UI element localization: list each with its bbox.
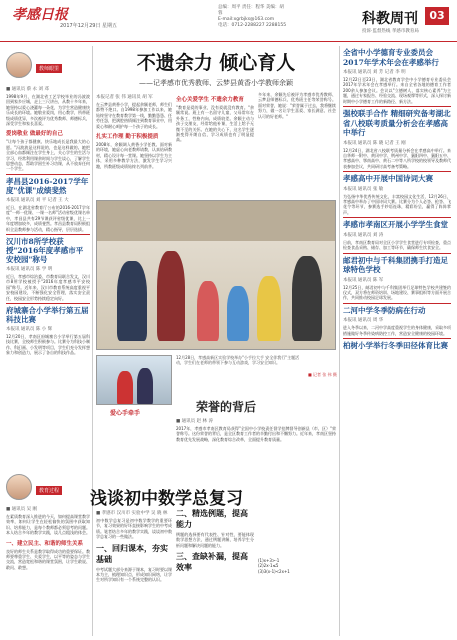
left-column [6, 48, 90, 356]
math-subhead: 一、回归课本，夯实基础 [96, 542, 168, 564]
story-byline: 本报讯 通讯员 陈 学 明 [6, 266, 53, 272]
photo-figure [137, 368, 153, 405]
photo-caption-long: 12月28日，孝感高新区实验学校举办"小手拉大手 安全伴我行"主题活动，学生们在老师的带领下参与互动游戏，学习安全知识。 [176, 355, 300, 365]
main-byline: 本报记者 张 伟 通讯员 胡 军 [96, 95, 153, 100]
main-headline-block [96, 48, 336, 88]
math-body-2: 中考试题大部分来源于课本，复习时要以课本为主，梳理知识点，形成知识网络，让学生对所学知识有一个系统完整的认识。 [96, 566, 172, 583]
main-subhead-1: 扎实工作理 勤于积极提质 [96, 134, 159, 141]
column-divider [92, 46, 93, 636]
honor-body: 2017年，孝感市孝南区教育局获得"全国中小学校责任督学挂牌督导创新县（市、区）"荣誉称号。这份荣誉的背后，是全区教育工作者的辛勤付出和不懈努力。近年来，孝南区坚持教育优先发展战略，深化教育综合改革，全面提升教育质量。 [176, 426, 336, 442]
math-col-3 [258, 508, 336, 574]
left-lower-column [6, 470, 90, 570]
math-col-1 [96, 508, 172, 583]
math-formula: (3)3(x-1)<2x+1 [258, 568, 290, 574]
photo-figure [257, 276, 281, 341]
column-tag: 教育过程 [36, 486, 62, 495]
photo-figure [117, 261, 147, 341]
divider [343, 338, 451, 339]
right-column [343, 48, 451, 351]
divider [343, 171, 451, 172]
contact-info: 总编：周平 责任：程华 美编：胡 蓉 E-mail:xgrbjks@163.com 电话：0712-2288227 2288155 [218, 5, 287, 28]
story-headline: 孝感市孝南区开展小学学生食堂 [343, 220, 448, 230]
divider [343, 217, 451, 218]
story-headline: 孝昌县2016-2017学年度"优课"成绩斐然 [6, 176, 89, 195]
story-byline: 本报讯 通讯员 刘 芳 记者 李 明 [343, 70, 406, 75]
photo-credit: ■ 记者 张 伟 摄 [308, 372, 337, 377]
story-headline: 邮君初中与千科集团携手打造足球特色学校 [343, 255, 448, 275]
lead-subhead: 爱岗敬业 做最好的自己 [6, 131, 63, 138]
honor-headline: 荣誉的背后 [195, 400, 256, 414]
page-number: 03 [425, 7, 449, 25]
story-body: 12月25日，邮君初中与千科集团举行足球特色学校共建签约仪式，双方将在师资培训、场地建设、赛事组织等方面开展合作，共同推动校园足球发展。 [343, 284, 451, 301]
teacher-avatar [6, 52, 32, 78]
inset-photo [96, 355, 172, 405]
divider [343, 253, 451, 254]
main-body-4: 多年来，余颖先后被评为孝感市优秀教师、云梦县师德标兵、优秀班主任等荣誉称号。面对荣誉，她说："荣誉属于过去，我将继续努力，做一名让学生喜爱、家长满意、社会认可的好老师。" [258, 92, 336, 119]
story-headline: 强校联手合作 精细研究备考湖北省八校联考质量分析会在孝感高中举行 [343, 109, 451, 138]
story-body: 进入冬季以来，二河中学高度重视学生的身体健康，采取多项措施做好冬季传染病防控工作，营造安全健康的校园环境。 [343, 325, 451, 336]
story-body: 12月20日，孝南区府城寨合小学举行第五届科技比赛，全校师生积极参与。比赛分为科技小制作、科幻画、小发明等项目，学生们充分发挥想象力和创造力，展示了各自的科技作品。 [6, 333, 90, 356]
main-col-1 [96, 92, 172, 169]
main-col-2 [176, 92, 254, 143]
story-subhead: 一、建立民主、和谐的师生关系 [6, 540, 84, 547]
divider [343, 106, 451, 107]
divider [343, 303, 451, 304]
divider [6, 174, 90, 175]
math-formula: (2)2x-1≤5 [258, 563, 279, 569]
section-subtitle: 投诉·监督热线 孝感市教育局 [362, 29, 419, 34]
story-byline: 本报讯 通讯员 张 敏 [343, 186, 384, 192]
story-body: 为弘扬中华优秀传统文化，丰富校园文化生活，12月26日，孝感高中举办了中国诗词大赛。比赛分为个人必答、抢答、飞花令等环节，参赛选手妙语连珠，精彩纷呈，赢得了阵阵掌声。 [343, 193, 451, 215]
story-headline: 二河中学冬季防病在行动 [343, 305, 426, 315]
story-body: 12月24日，湖北省八校联考质量分析会在孝感高中举行。来自华师一附中、黄冈中学、荆州中学、襄阳四中、襄阳五中、孝感高中、鄂南高中、黄石二中等八所学校的校领导及教师代表参加会议，共同研讨高考备考策略。 [343, 147, 451, 169]
main-body-2: 2008年，余颖调入黄香小学任教。面对新的环境，她虚心向老教师请教，认真钻研教材，精心设计每一堂课。她坚持以学生为主体，采用多种教学方法，激发学生学习兴趣，所教班级成绩始终名列前茅。 [96, 142, 172, 169]
photo-figure [227, 286, 249, 341]
honor-byline: ■ 通讯员 赵 林 涛 [176, 419, 213, 424]
story-body: 12月22日至23日，湖北省教育学会中小学德育专业委员会2017年学术年会在孝感举行。来自全省各地的德育工作者200余人参加会议。会议以"立德树人，落实核心素养"为主题，通过专家报告、经验交流、现场观摩等形式，深入探讨新时期中小学德育工作的新路径、新方法。 [343, 77, 451, 104]
story-body: 在素质教育深入推进的今天，如何提高课堂教学效率，如何让学生在轻松愉快的氛围中获取知识、培养能力，是每个教师都必须思考的问题。本人结合多年的教学实践，谈几点粗浅的体会。 [6, 514, 90, 536]
main-headline: 不遗余力 倾心育人 [136, 52, 296, 74]
story-byline: 本报讯 通讯员 刘 平 记者 王 大 [6, 197, 69, 203]
math-col-2 [176, 508, 254, 575]
story-headline: 汉川市8所学校获授"2016年度孝感市平安校园"称号 [6, 236, 84, 264]
story-byline: 本报讯 通讯员 陈 晓 记者 王 刚 [343, 140, 406, 146]
story-byline: 本报讯 通讯员 刘 涛 [343, 232, 384, 238]
lead-kicker: ■ 通讯员 蔡 永 刘 邓 [6, 87, 49, 92]
column-divider [339, 46, 340, 636]
lead-body: 1998年9月，在湖北省工艺学校毕业的冯波波回到家乡应城，走上三尺讲台，从教十多年来，她坚持以爱心浇灌每一朵花，为学生营造健康快乐成长的环境。她敬业爱岗，用心教学，所带班级成绩优异，多次被评为优秀教师、师德标兵，深受学生和家长喜爱。 [6, 94, 90, 127]
main-col-3 [258, 92, 336, 119]
story-byline: 本报讯 通讯员 陈 小 辉 [6, 326, 53, 332]
photo-figure [292, 256, 322, 341]
issue-date: 2017年12月29日 星期五 [60, 23, 118, 29]
section-title: 科教周刊 [362, 11, 418, 27]
math-formula: (1)x+3>-1 [258, 558, 280, 563]
story-headline: 孝感高中开展中国诗词大赛 [343, 174, 433, 184]
main-photo [96, 200, 336, 350]
main-body-1: 在云梦县黄香小学，提起余颖老师，师生们都赞不绝口。自1998年参加工作以来，她始终坚守在教育教学第一线，勤勤恳恳、任劳任怨，把满腔热情倾注到教育事业中，用爱心和耐心呵护每一个孩子的成长。 [96, 102, 172, 129]
newspaper-brand: 孝感日报 [12, 7, 68, 23]
math-byline: ■ 孝感市 汉川市 实验中学 吴 晓 林 [96, 511, 168, 516]
column-tag: 教师眼里 [36, 64, 62, 73]
story-body: 近日，孝感市综治委、市教育局联合发文，汉川市8所学校被授予"2016年度孝感市平安校园"称号。近年来，汉川市教育系统高度重视平安校园建设，不断强化安全管理，落实安全责任，校园安全形势持续稳定向好。 [6, 273, 90, 301]
divider [6, 303, 90, 304]
story-headline: 全省中小学德育专业委员会2017年学术年会在孝感举行 [343, 48, 439, 67]
photo-caption: 爱心手牵手 [110, 410, 141, 417]
math-headline: 浅谈初中数学总复习 [90, 489, 243, 509]
math-subhead: 三、查缺补漏，提高效率 [176, 551, 248, 573]
math-body-3: 例题的选择要有代表性、针对性，要能体现数学思想方法，通过例题讲解，培养学生分析问题和解决问题的能力。 [176, 532, 254, 548]
divider [6, 234, 90, 235]
honor-body-block [176, 416, 336, 442]
author-avatar [6, 474, 32, 500]
photo-figure [117, 371, 133, 405]
main-subhead-2: 全心关爱学生 不遗余力教育 [176, 97, 244, 103]
photo-figure [157, 251, 185, 341]
story-byline: 本报讯 通讯员 陈 军 [343, 277, 384, 283]
story-byline: 本报讯 通讯员 周 华 [343, 318, 384, 324]
lead-body-2: "让每个孩子都健康、快乐地成长是我最大的心愿。"冯波波是这样说的，也是这样做的。她把全部心血都倾注在学生身上，关心学生的生活与学习，经常利用课余时间与学生谈心，了解学生思想动态，帮助学困生补习功课，从不放弃任何一个学生。 [6, 139, 90, 172]
masthead [0, 0, 457, 42]
story-body: 日前，孝南区教育局对全区小学学生食堂进行专项检查，重点检查食品采购、储存、加工等环节，确保师生饮食安全。 [343, 239, 451, 251]
story-body: 良好的师生关系是教学取得成功的重要保证。教师要尊重学生、关爱学生，以平等的姿态与学生交流，营造宽松和谐的课堂氛围，让学生敢说、敢问、敢想。 [6, 548, 90, 570]
main-subheadline: ——记孝感市优秀教师、云梦县黄香小学教师余颖 [139, 79, 293, 87]
math-body: 初中数学总复习是初中数学教学的重要环节，复习效果的好坏直接影响学生的中考成绩。笔者结合多年的教学实践，谈谈初中数学总复习的一些做法。 [96, 518, 172, 540]
math-subhead: 二、精选例题，提高能力 [176, 508, 248, 529]
story-body: 近日，在湖北省教育厅公布的2016-2017学年度"一师一优课、一课一名师"活动省级优课名单中，孝昌县共有29节课获评省级优课，比上一年度增加较多，成绩斐然。孝昌县教育局积极组织全县教师参与活动，精心指导，层层选拔。 [6, 204, 90, 232]
story-headline: 府城寨合小学举行第五届科技比赛 [6, 305, 89, 324]
story-byline: ■ 通讯员 吴 刚 [6, 507, 38, 512]
story-headline: 柏树小学举行冬季田径体育比赛 [343, 341, 448, 351]
main-body-3: "教育是爱的事业，没有爱就没有教育。"余颖常说。班上有一名留守儿童，父母常年在外务工，性格内向、成绩较差。余颖主动与孩子交朋友，经常给他补课，生活上给予无微不至的关怀。在她的关心下，这名学生逐渐变得开朗自信，学习成绩也有了明显提高。 [176, 105, 254, 143]
photo-figure [197, 281, 219, 341]
